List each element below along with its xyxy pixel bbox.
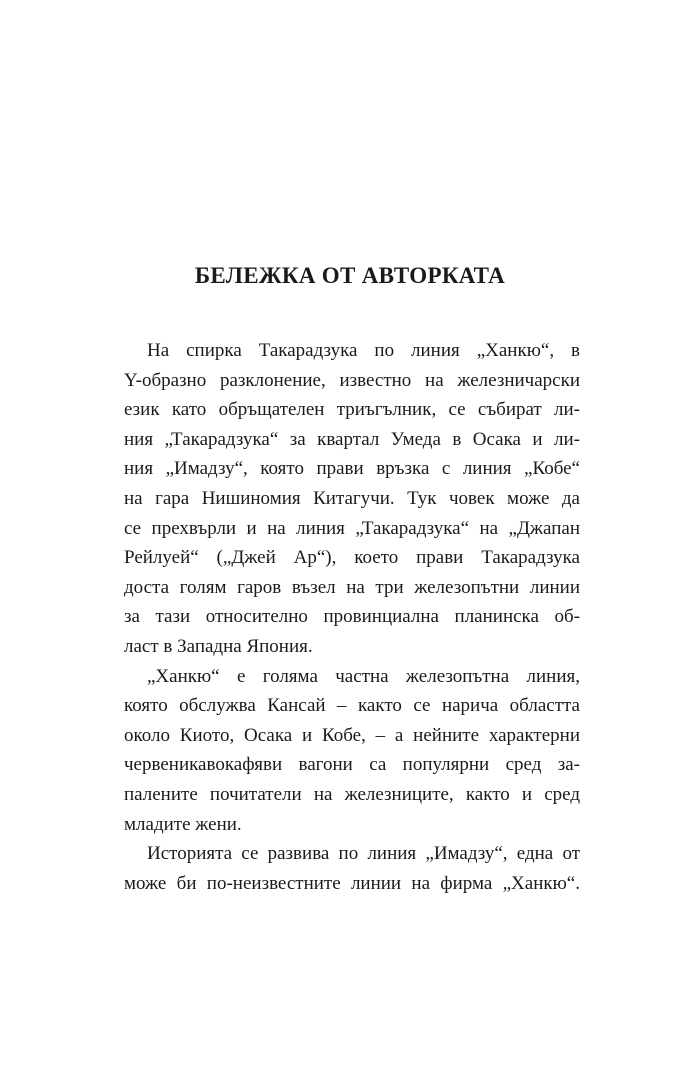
text-line: Историята се развива по линия „Имадзу“, една от [147,843,580,865]
text-line: „Ханкю“ е голяма частна железопътна линия, [147,665,580,687]
text-line: доста голям гаров възел на три железопътни линии [124,576,580,598]
text-line: Y-образно разклонение, известно на железничарски [124,369,580,391]
text-line: ния „Такарадзука“ за квартал Умеда в Осака и ли- [124,428,580,450]
text-line: може би по-неизвестните линии на фирма „Ханкю“. [124,872,580,894]
text-line: която обслужва Кансай – както се нарича областта [124,695,580,717]
text-line: ласт в Западна Япония. [124,635,313,657]
page-title: БЕЛЕЖКА ОТ АВТОРКАТА [194,263,506,288]
text-line: около Киото, Осака и Кобе, – а нейните характерни [124,724,580,746]
body-text [124,336,580,898]
text-line: ния „Имадзу“, която прави връзка с линия „Кобе“ [124,458,580,480]
text-line: палените почитатели на железниците, както и сред [124,783,580,805]
text-line: На спирка Такарадзука по линия „Ханкю“, в [147,340,580,361]
text-line: се прехвърли и на линия „Такарадзука“ на „Джапан [124,517,580,539]
paragraph-1 [124,336,580,662]
text-line: червеникавокафяви вагони са популярни сред за- [124,754,580,776]
text-line: Рейлуей“ („Джей Ар“), което прави Такарадзука [124,547,580,569]
paragraph-3 [124,839,580,898]
text-line: младите жени. [124,813,242,835]
text-line: език като обръщателен триъгълник, се събират ли- [124,399,580,421]
text-line: за тази относително провинциална планинска об- [124,606,580,628]
text-line: на гара Нишиномия Китагучи. Тук човек може да [124,487,580,509]
paragraph-2 [124,662,580,840]
